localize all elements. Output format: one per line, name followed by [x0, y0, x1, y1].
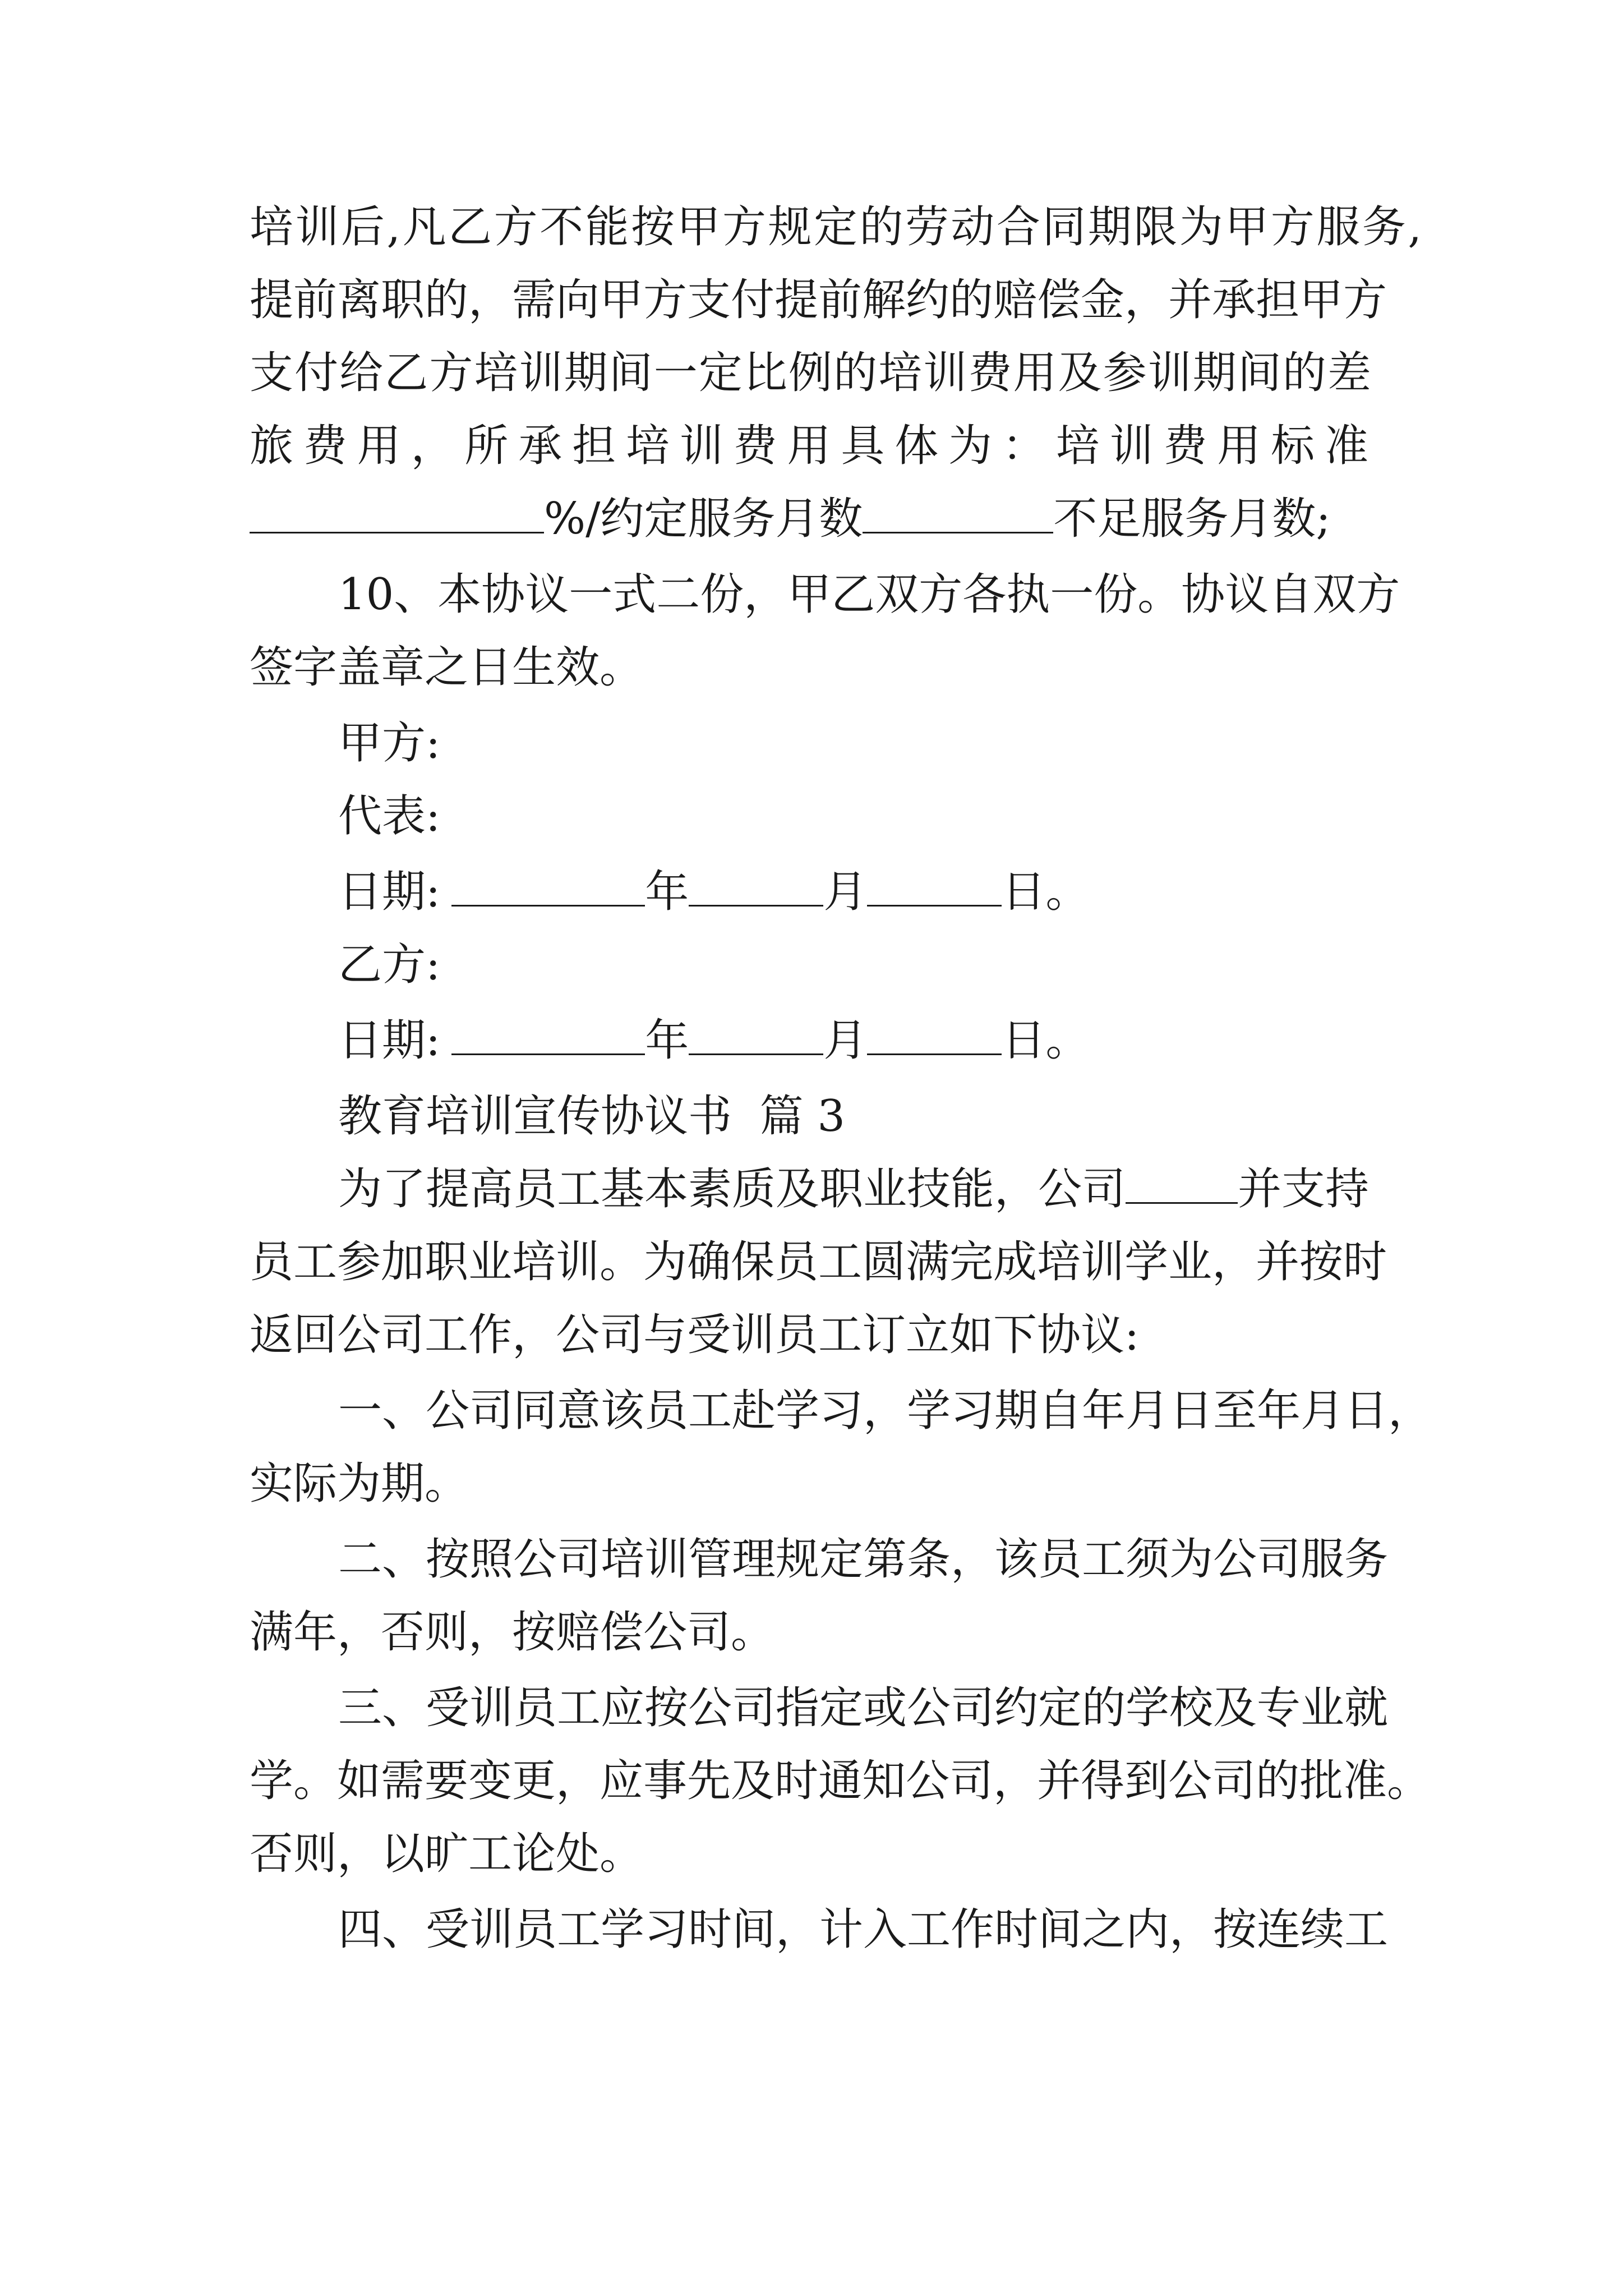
representative-label: 代表: [338, 791, 441, 841]
article-3-line-3: 否则，以旷工论处。 [250, 1829, 644, 1879]
year-blank[interactable] [451, 1014, 645, 1055]
intro-line-1 [338, 1161, 1369, 1217]
date-line-b [338, 1013, 1089, 1069]
intro-line-2: 员工参加职业培训。为确保员工圆满完成培训学业，并按时 [250, 1237, 1387, 1287]
day-blank[interactable] [867, 1014, 1002, 1055]
fee-formula-part1: %/约定服务月数 [544, 494, 863, 544]
party-a-label: 甲方: [338, 718, 441, 769]
body-line-1: 培训后,凡乙方不能按甲方规定的劳动合同期限为甲方服务, [250, 202, 1422, 252]
year-label: 年 [645, 867, 689, 917]
article-2-line-2: 满年，否则，按赔偿公司。 [250, 1607, 775, 1658]
fee-formula-part2: 不足服务月数; [1053, 494, 1331, 544]
body-line-3: 支付给乙方培训期间一定比例的培训费用及参训期间的差 [250, 348, 1371, 398]
month-label: 月 [823, 867, 868, 917]
intro-line-1-text: 为了提高员工基本素质及职业技能，公司 [338, 1164, 1126, 1214]
company-blank[interactable] [1126, 1163, 1238, 1204]
article-3-line-1: 三、受训员工应按公司指定或公司约定的学校及专业就 [338, 1683, 1389, 1733]
year-blank[interactable] [451, 866, 645, 907]
day-blank[interactable] [867, 866, 1002, 907]
article-1-line-1: 一、公司同意该员工赴学习，学习期自年月日至年月日， [338, 1386, 1432, 1436]
clause-10-line-2: 签字盖章之日生效。 [250, 642, 644, 693]
fee-formula-line [250, 491, 1331, 547]
article-2-line-1: 二、按照公司培训管理规定第条，该员工须为公司服务 [338, 1534, 1389, 1585]
month-blank[interactable] [689, 1014, 823, 1055]
intro-line-1-end: 并支持 [1238, 1164, 1370, 1214]
fee-blank-1[interactable] [250, 493, 544, 533]
article-3-line-2: 学。如需要变更，应事先及时通知公司，并得到公司的批准。 [250, 1756, 1431, 1806]
body-line-2: 提前离职的，需向甲方支付提前解约的赔偿金，并承担甲方 [250, 275, 1387, 325]
year-label: 年 [645, 1015, 689, 1066]
date-label: 日期: [338, 1015, 441, 1066]
date-label: 日期: [338, 867, 441, 917]
intro-line-3: 返回公司工作，公司与受训员工订立如下协议: [250, 1310, 1140, 1360]
day-label: 日。 [1002, 867, 1090, 917]
month-label: 月 [823, 1015, 868, 1066]
fee-blank-2[interactable] [863, 493, 1053, 533]
date-line-a [338, 864, 1089, 920]
clause-10-line-1: 10、本协议一式二份，甲乙双方各执一份。协议自双方 [338, 569, 1400, 620]
section-title: 教育培训宣传协议书 篇 3 [338, 1091, 846, 1142]
article-1-line-2: 实际为期。 [250, 1458, 469, 1509]
body-line-4: 旅费用，所承担培训费用具体为：培训费用标准 [250, 421, 1368, 471]
month-blank[interactable] [689, 866, 823, 907]
article-4-line-1: 四、受训员工学习时间，计入工作时间之内，按连续工 [338, 1904, 1389, 1955]
party-b-label: 乙方: [338, 940, 441, 990]
day-label: 日。 [1002, 1015, 1090, 1066]
